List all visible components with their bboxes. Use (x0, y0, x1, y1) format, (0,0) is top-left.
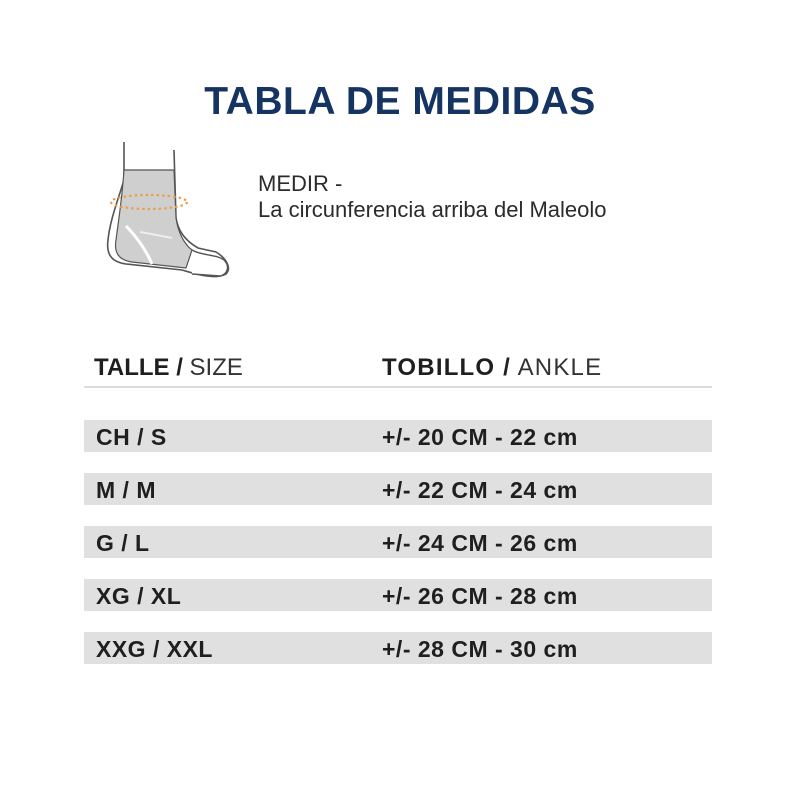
size-cell: M / M (96, 477, 156, 503)
header-ankle-light: ANKLE (517, 354, 603, 381)
table-row (84, 632, 712, 664)
ankle-cell: +/- 26 CM - 28 cm (382, 583, 578, 609)
size-table (84, 350, 712, 662)
measure-heading: MEDIR - (258, 171, 343, 196)
size-cell: XXG / XXL (96, 636, 213, 662)
ankle-brace-icon (96, 140, 236, 290)
page-title: TABLA DE MEDIDAS (204, 80, 596, 123)
header-ankle (382, 354, 602, 382)
header-size (94, 354, 243, 382)
size-cell: G / L (96, 530, 150, 556)
size-cell: CH / S (96, 424, 167, 450)
table-row (84, 473, 712, 505)
header-size-light: SIZE (189, 354, 243, 381)
ankle-cell: +/- 20 CM - 22 cm (382, 424, 578, 450)
measure-description: La circunferencia arriba del Maleolo (258, 197, 607, 222)
table-row (84, 526, 712, 558)
header-ankle-bold: TOBILLO / (382, 354, 512, 381)
ankle-cell: +/- 22 CM - 24 cm (382, 477, 578, 503)
header-divider (84, 386, 712, 388)
size-cell: XG / XL (96, 583, 182, 609)
ankle-cell: +/- 28 CM - 30 cm (382, 636, 578, 662)
ankle-cell: +/- 24 CM - 26 cm (382, 530, 578, 556)
table-row (84, 420, 712, 452)
table-header (84, 350, 712, 390)
header-size-bold: TALLE / (94, 354, 183, 381)
table-row (84, 579, 712, 611)
